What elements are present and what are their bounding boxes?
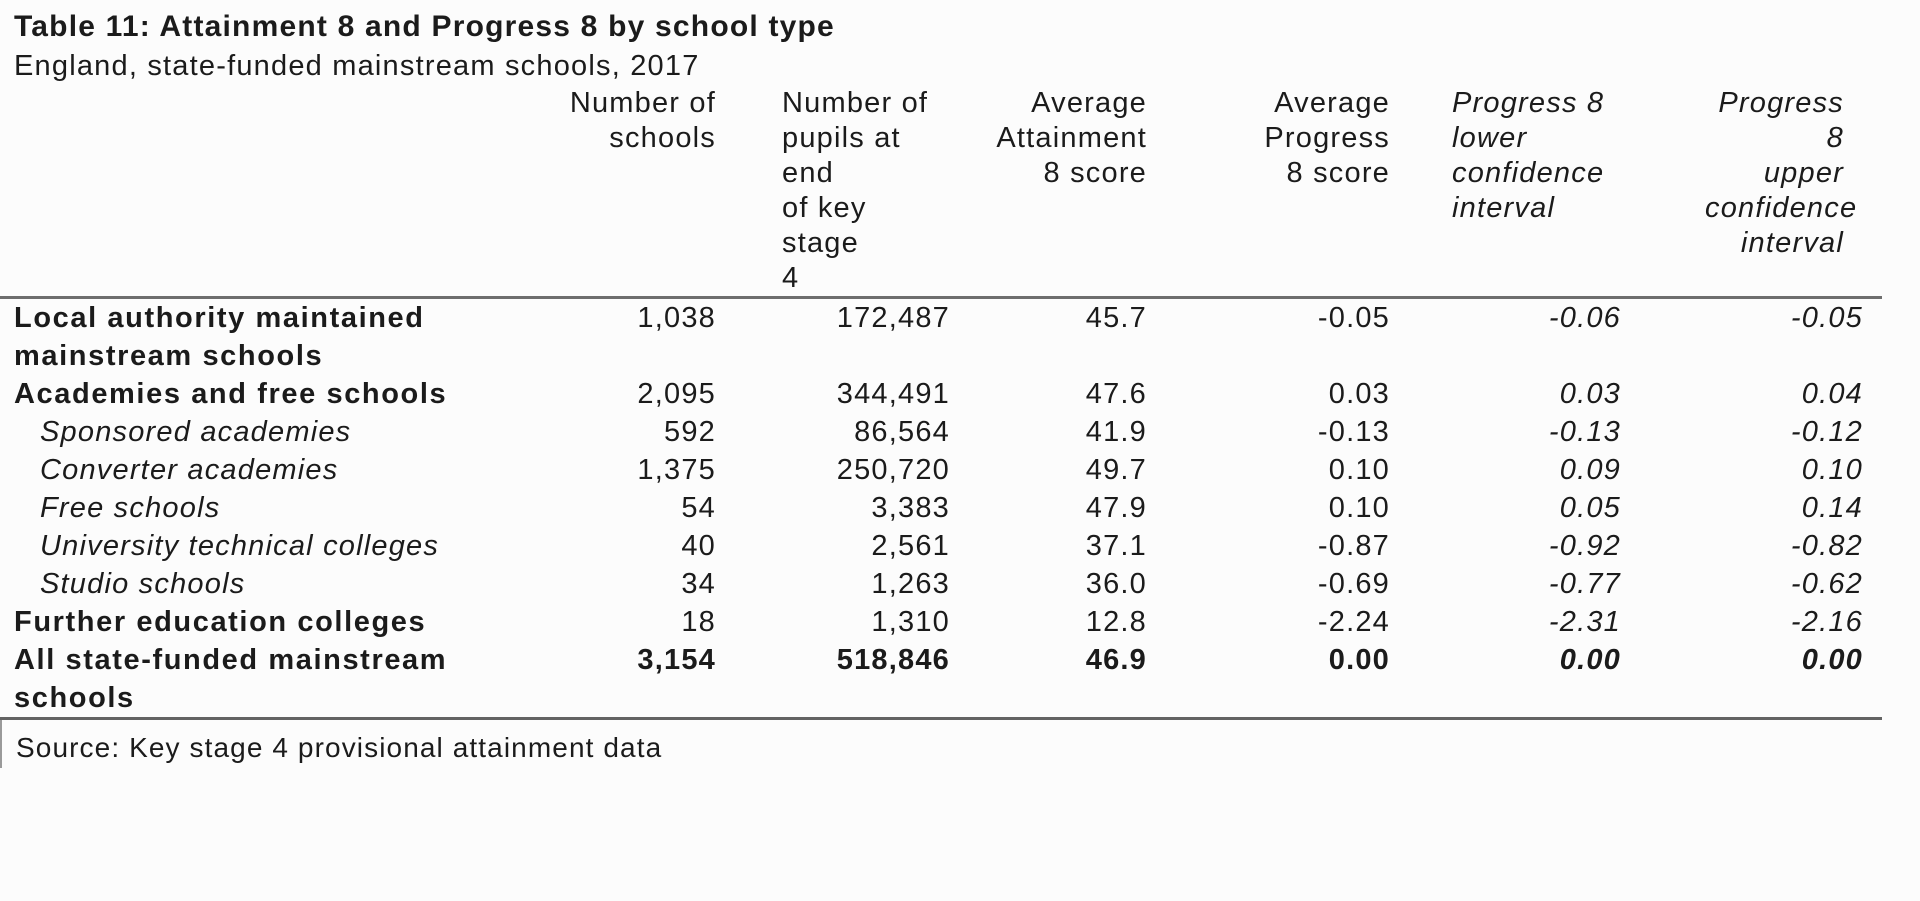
cell-number-of-schools: 40 bbox=[681, 530, 716, 562]
row-label: All state-funded mainstream schools bbox=[0, 641, 546, 719]
table-body bbox=[0, 298, 1882, 719]
cell-avg-progress8: 0.10 bbox=[1328, 492, 1390, 524]
cell-progress8-lower-ci: -0.06 bbox=[1548, 302, 1621, 334]
cell-progress8-upper-ci: -2.16 bbox=[1790, 606, 1863, 638]
row-label: Converter academies bbox=[40, 454, 339, 486]
column-header: Progress 8 lower confidence interval bbox=[1390, 86, 1705, 298]
table-row bbox=[0, 603, 1882, 641]
cell-number-of-pupils: 172,487 bbox=[836, 302, 950, 334]
cell-progress8-lower-ci: 0.00 bbox=[1390, 641, 1705, 719]
source-note: Source: Key stage 4 provisional attainment data bbox=[0, 720, 1882, 768]
cell-avg-progress8: -0.69 bbox=[1317, 568, 1390, 600]
cell-avg-attainment8: 45.7 bbox=[1085, 302, 1147, 334]
table-row bbox=[0, 565, 1882, 603]
column-header: Progress 8 upper confidence interval bbox=[1705, 86, 1882, 298]
cell-number-of-schools: 3,154 bbox=[546, 641, 716, 719]
cell-number-of-pupils: 2,561 bbox=[871, 530, 950, 562]
table-row bbox=[0, 527, 1882, 565]
cell-avg-progress8: 0.03 bbox=[1328, 378, 1390, 410]
cell-avg-attainment8: 49.7 bbox=[1085, 454, 1147, 486]
row-label: Sponsored academies bbox=[40, 416, 352, 448]
page-title: Table 11: Attainment 8 and Progress 8 by school type bbox=[14, 10, 835, 43]
cell-number-of-pupils: 86,564 bbox=[854, 416, 950, 448]
row-label: Studio schools bbox=[40, 568, 246, 600]
column-header: Number of schools bbox=[546, 86, 716, 298]
cell-avg-progress8: -2.24 bbox=[1317, 606, 1390, 638]
row-label: Local authority maintained mainstream schools bbox=[14, 302, 425, 372]
cell-number-of-schools: 54 bbox=[681, 492, 716, 524]
row-label: Academies and free schools bbox=[14, 378, 448, 410]
cell-progress8-upper-ci: -0.82 bbox=[1790, 530, 1863, 562]
cell-avg-progress8: -0.05 bbox=[1317, 302, 1390, 334]
cell-number-of-pupils: 1,263 bbox=[871, 568, 950, 600]
cell-progress8-upper-ci: -0.05 bbox=[1790, 302, 1863, 334]
cell-progress8-upper-ci: -0.12 bbox=[1790, 416, 1863, 448]
column-header: Average Progress 8 score bbox=[1147, 86, 1390, 298]
cell-number-of-pupils: 250,720 bbox=[836, 454, 950, 486]
table-row bbox=[0, 451, 1882, 489]
cell-avg-progress8: -0.87 bbox=[1317, 530, 1390, 562]
column-header: Number of pupils at end of key stage 4 bbox=[716, 86, 950, 298]
cell-progress8-lower-ci: -0.92 bbox=[1548, 530, 1621, 562]
cell-avg-attainment8: 47.6 bbox=[1085, 378, 1147, 410]
column-header-school-type bbox=[0, 86, 546, 298]
column-header: Average Attainment 8 score bbox=[950, 86, 1147, 298]
table-row bbox=[0, 489, 1882, 527]
cell-avg-attainment8: 12.8 bbox=[1085, 606, 1147, 638]
row-label: Further education colleges bbox=[14, 606, 427, 638]
table-row bbox=[0, 375, 1882, 413]
cell-progress8-lower-ci: 0.03 bbox=[1559, 378, 1621, 410]
table-row bbox=[0, 298, 1882, 376]
cell-number-of-schools: 34 bbox=[681, 568, 716, 600]
table-row bbox=[0, 641, 1882, 719]
row-label: University technical colleges bbox=[40, 530, 440, 562]
cell-number-of-schools: 1,038 bbox=[637, 302, 716, 334]
cell-progress8-lower-ci: -2.31 bbox=[1548, 606, 1621, 638]
cell-number-of-pupils: 344,491 bbox=[836, 378, 950, 410]
cell-number-of-schools: 18 bbox=[681, 606, 716, 638]
cell-avg-attainment8: 41.9 bbox=[1085, 416, 1147, 448]
cell-number-of-schools: 1,375 bbox=[637, 454, 716, 486]
table-row bbox=[0, 413, 1882, 451]
cell-progress8-lower-ci: 0.05 bbox=[1559, 492, 1621, 524]
cell-avg-attainment8: 47.9 bbox=[1085, 492, 1147, 524]
cell-number-of-pupils: 3,383 bbox=[871, 492, 950, 524]
cell-progress8-lower-ci: -0.77 bbox=[1548, 568, 1621, 600]
cell-progress8-upper-ci: 0.10 bbox=[1801, 454, 1863, 486]
cell-avg-progress8: -0.13 bbox=[1317, 416, 1390, 448]
cell-avg-progress8: 0.10 bbox=[1328, 454, 1390, 486]
cell-avg-attainment8: 46.9 bbox=[950, 641, 1147, 719]
cell-number-of-schools: 592 bbox=[664, 416, 716, 448]
cell-avg-progress8: 0.00 bbox=[1147, 641, 1390, 719]
table-header bbox=[0, 86, 1882, 298]
cell-progress8-upper-ci: 0.04 bbox=[1801, 378, 1863, 410]
cell-progress8-lower-ci: 0.09 bbox=[1559, 454, 1621, 486]
cell-avg-attainment8: 36.0 bbox=[1085, 568, 1147, 600]
row-label: Free schools bbox=[40, 492, 221, 524]
page-subtitle: England, state-funded mainstream schools, 2017 bbox=[14, 50, 700, 82]
cell-number-of-pupils: 1,310 bbox=[871, 606, 950, 638]
attainment-progress-table bbox=[0, 86, 1882, 720]
cell-progress8-upper-ci: -0.62 bbox=[1790, 568, 1863, 600]
cell-number-of-pupils: 518,846 bbox=[716, 641, 950, 719]
cell-progress8-upper-ci: 0.14 bbox=[1801, 492, 1863, 524]
cell-avg-attainment8: 37.1 bbox=[1085, 530, 1147, 562]
cell-progress8-upper-ci: 0.00 bbox=[1705, 641, 1882, 719]
cell-progress8-lower-ci: -0.13 bbox=[1548, 416, 1621, 448]
cell-number-of-schools: 2,095 bbox=[637, 378, 716, 410]
